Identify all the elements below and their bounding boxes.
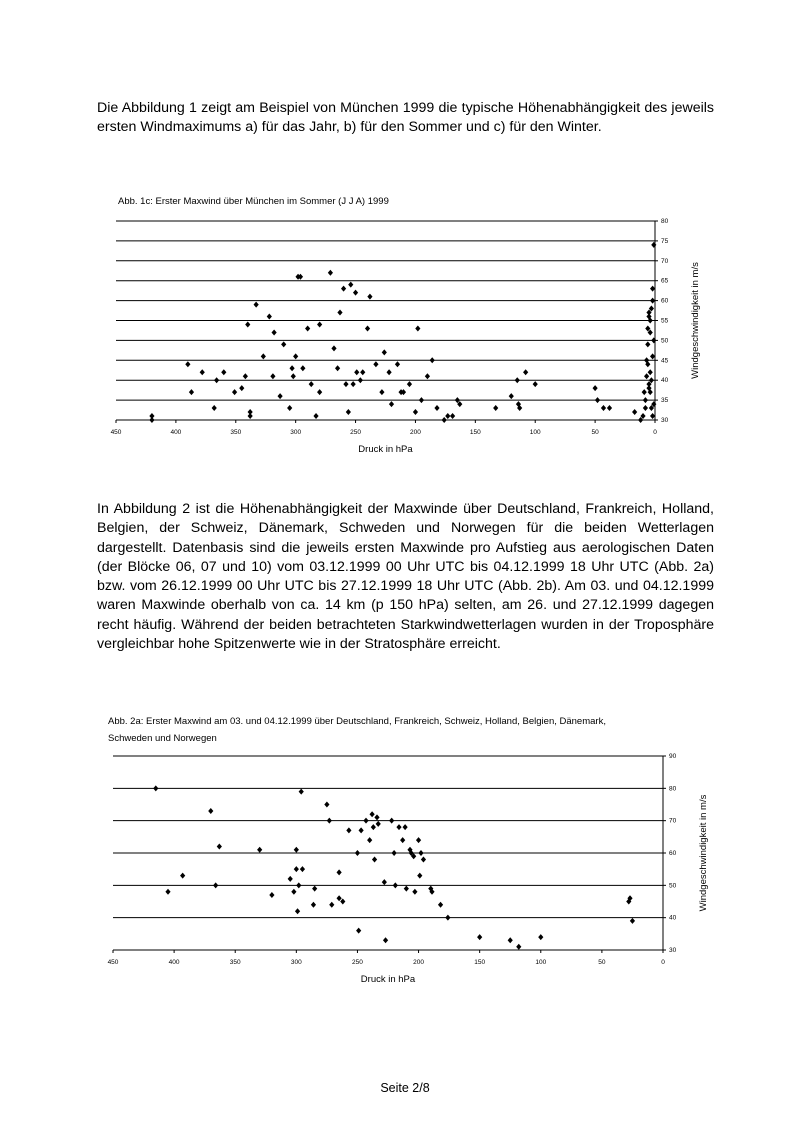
x-tick-label: 400: [170, 429, 182, 436]
data-point: [630, 918, 635, 924]
y-tick-label: 60: [661, 297, 669, 305]
data-point: [396, 824, 401, 830]
data-point: [291, 889, 296, 895]
x-tick-label: 50: [598, 959, 606, 966]
data-point: [400, 837, 405, 843]
data-point: [294, 866, 299, 872]
x-tick-label: 100: [529, 429, 541, 436]
data-point: [356, 928, 361, 934]
y-tick-label: 40: [669, 914, 677, 922]
x-tick-label: 200: [413, 959, 424, 966]
x-axis-label: Druck in hPa: [358, 444, 413, 455]
y-tick-label: 80: [669, 785, 677, 793]
data-point: [418, 850, 423, 856]
x-tick-label: 450: [107, 959, 119, 966]
chart-2a-title: Abb. 2a: Erster Maxwind am 03. und 04.12.1999 über Deutschland, Frankreich, Schweiz, Holland, Belgien, Dänemark, Schweden und Norwegen: [108, 716, 606, 744]
x-tick-label: 350: [229, 959, 241, 966]
data-point: [165, 889, 170, 895]
data-point: [346, 827, 351, 833]
data-point: [367, 837, 372, 843]
data-point: [329, 902, 334, 908]
data-point: [389, 818, 394, 824]
data-point: [438, 902, 443, 908]
data-point: [412, 889, 417, 895]
x-tick-label: 300: [290, 429, 302, 436]
data-point: [337, 869, 342, 875]
data-point: [382, 879, 387, 885]
data-point: [445, 915, 450, 921]
data-point: [327, 818, 332, 824]
data-point: [374, 814, 379, 820]
data-point: [372, 856, 377, 862]
y-tick-label: 70: [661, 257, 669, 265]
y-tick-label: 90: [669, 753, 677, 760]
data-point: [180, 873, 185, 879]
data-point: [363, 818, 368, 824]
x-tick-label: 300: [290, 959, 302, 966]
y-tick-label: 55: [661, 317, 669, 325]
data-point: [324, 802, 329, 808]
x-tick-label: 200: [410, 429, 421, 436]
y-tick-label: 75: [661, 237, 669, 245]
data-point: [516, 944, 521, 950]
data-point: [538, 934, 543, 940]
x-tick-label: 150: [474, 959, 486, 966]
x-tick-label: 0: [661, 959, 665, 966]
data-point: [257, 847, 262, 853]
x-tick-label: 450: [110, 429, 122, 436]
data-point: [371, 824, 376, 830]
intro-paragraph: Die Abbildung 1 zeigt am Beispiel von München 1999 die typische Höhenabhängigkeit des jeweils ersten Windmaximums a) für das Jahr, b) für den Sommer und c) für den Winter.: [97, 100, 714, 136]
x-axis-label: Druck in hPa: [360, 974, 416, 985]
data-point: [376, 821, 381, 827]
data-point: [359, 827, 364, 833]
y-tick-label: 35: [661, 397, 669, 405]
data-point: [370, 811, 375, 817]
y-axis-label: Windgeschwindigkeit in m/s: [690, 262, 701, 379]
x-tick-label: 0: [653, 429, 657, 436]
data-point: [217, 844, 222, 850]
x-tick-label: 100: [535, 959, 547, 966]
data-point: [300, 866, 305, 872]
data-point: [416, 837, 421, 843]
data-point: [299, 789, 304, 795]
y-tick-label: 50: [669, 882, 677, 890]
data-point: [508, 937, 513, 943]
y-tick-label: 65: [661, 277, 669, 285]
x-tick-label: 400: [168, 959, 180, 966]
data-point: [477, 934, 482, 940]
y-axis-label: Windgeschwindigkeit in m/s: [698, 794, 709, 912]
x-tick-label: 250: [350, 429, 361, 436]
data-point: [421, 856, 426, 862]
y-tick-label: 80: [661, 218, 669, 225]
data-point: [288, 876, 293, 882]
data-point: [337, 895, 342, 901]
data-point: [312, 886, 317, 892]
description-paragraph: In Abbildung 2 ist die Höhenabhängigkeit der Maxwinde über Deutschland, Frankreich, Holland, Belgien, der Schweiz, Dänemark, Schweden und Norwegen für die beiden Wetterlagen dargestellt. Datenbasis sind die jeweils ersten Maxwinde pro Aufstieg aus aerologischen Daten (der Blöcke 06, 07 und 10) vom 03.12.1999 00 Uhr UTC bis 04.12.1999 18 Uhr UTC (Abb. 2a) bzw. vom 26.12.1999 00 Uhr UTC bis 27.12.1999 18 Uhr UTC (Abb. 2b). Am 03. und 04.12.1999 waren Maxwinde oberhalb von ca. 14 km (p 150 hPa) selten, am 26. und 27.12.1999 dagegen recht häufig. Während der beiden betrachteten Starkwindwetterlagen wurden in der Troposphäre vergleichbar hohe Spitzenwerte wie in der Stratosphäre erreicht.: [97, 501, 714, 653]
data-point: [294, 847, 299, 853]
data-point: [213, 882, 218, 888]
x-tick-label: 50: [591, 429, 599, 436]
y-tick-label: 30: [669, 947, 677, 954]
data-point: [296, 882, 301, 888]
page-number: Seite 2/8: [380, 1081, 430, 1095]
data-point: [311, 902, 316, 908]
data-point: [295, 908, 300, 914]
data-point: [269, 892, 274, 898]
data-point: [404, 886, 409, 892]
y-tick-label: 50: [661, 337, 669, 345]
x-tick-label: 350: [230, 429, 242, 436]
y-tick-label: 40: [661, 377, 669, 385]
data-point: [417, 873, 422, 879]
data-point: [355, 850, 360, 856]
data-point: [403, 824, 408, 830]
data-point: [393, 882, 398, 888]
x-tick-label: 250: [352, 959, 363, 966]
data-point: [340, 899, 345, 905]
data-point: [153, 785, 158, 791]
chart-1c-title: Abb. 1c: Erster Maxwind über München im Sommer (J J A) 1999: [118, 196, 389, 207]
data-point: [383, 937, 388, 943]
y-tick-label: 70: [669, 817, 677, 825]
y-tick-label: 60: [669, 850, 677, 857]
y-tick-label: 45: [661, 357, 669, 365]
data-point: [392, 850, 397, 856]
x-tick-label: 150: [469, 429, 481, 436]
data-point: [208, 808, 213, 814]
y-tick-label: 30: [661, 417, 669, 424]
